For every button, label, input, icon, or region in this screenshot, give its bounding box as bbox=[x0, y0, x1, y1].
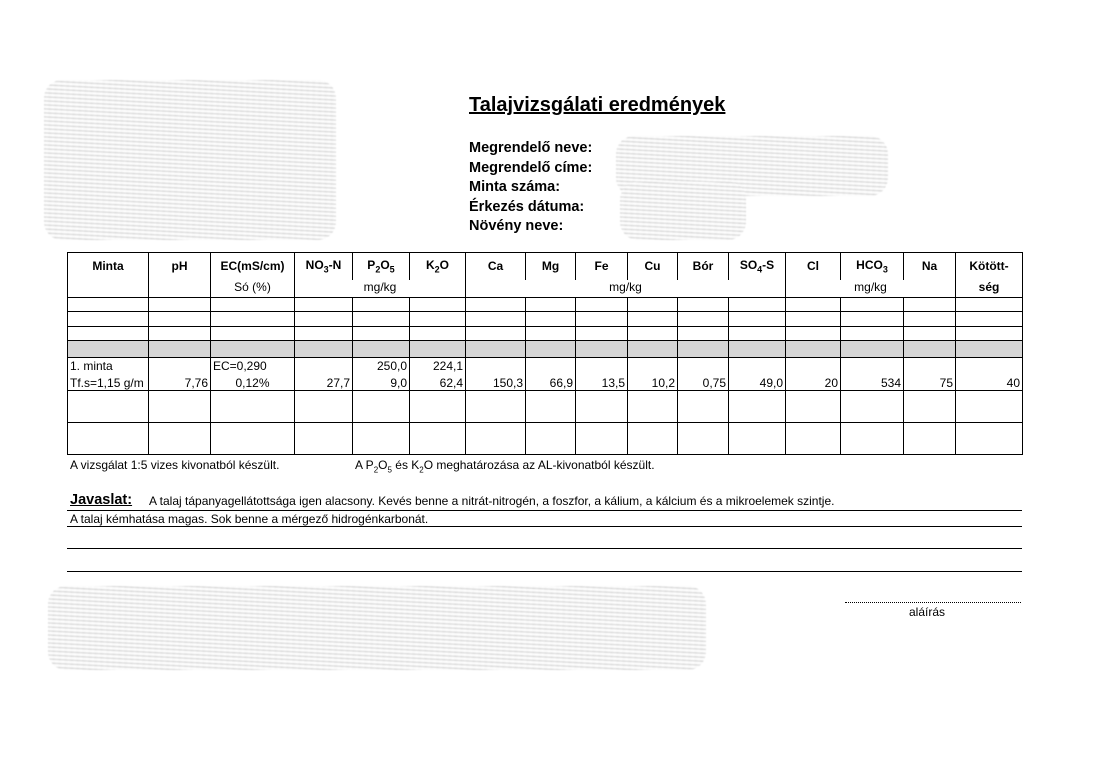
cell-minta: Tf.s=1,15 g/m bbox=[68, 373, 149, 390]
client-address-label: Megrendelő címe: bbox=[469, 159, 593, 176]
redacted-sample-details bbox=[620, 182, 746, 240]
col-p2o5: $P_2O_5$ bbox=[353, 253, 410, 280]
javaslat-label: Javaslat: bbox=[70, 492, 133, 508]
so-pct-unit: Só (%) bbox=[211, 280, 295, 297]
col-ec: EC(mS/cm) bbox=[211, 253, 295, 280]
empty-row bbox=[68, 390, 1023, 422]
empty-row bbox=[68, 312, 1023, 327]
cell-ca: 150,3 bbox=[466, 373, 526, 390]
col-so4s: $SO_4-S$ bbox=[729, 253, 786, 280]
col-kototseg-cont: ség bbox=[956, 280, 1023, 297]
blank-line bbox=[67, 534, 1022, 549]
unit-mgkg-2: mg/kg bbox=[466, 280, 786, 297]
page-title: Talajvizsgálati eredmények bbox=[469, 94, 726, 116]
header-row bbox=[68, 253, 1023, 280]
signature-line bbox=[845, 602, 1021, 603]
cell-minta: 1. minta bbox=[68, 357, 149, 373]
empty-row bbox=[68, 326, 1023, 341]
unit-row bbox=[68, 280, 1023, 297]
col-mg: Mg bbox=[526, 253, 576, 280]
results-table bbox=[67, 252, 1023, 455]
col-na: Na bbox=[904, 253, 956, 280]
cell-hco3: 534 bbox=[841, 373, 904, 390]
al-extract-note: A $P_2O_5$ és $K_2O$ meghatározása az AL-kivonatból készült. bbox=[355, 458, 655, 475]
javaslat-line-1: A talaj tápanyagellátottsága igen alacsony. Kevés benne a nitrát-nitrogén, a foszfor, a kálium, a kálcium és a mikroelemek szintje. bbox=[67, 494, 1022, 511]
empty-row bbox=[68, 422, 1023, 454]
col-kototseg: Kötött- bbox=[956, 253, 1023, 280]
client-name-label: Megrendelő neve: bbox=[469, 140, 593, 156]
arrival-date-label: Érkezés dátuma: bbox=[469, 198, 585, 215]
javaslat-line-2: A talaj kémhatása magas. Sok benne a mérgező hidrogénkarbonát. bbox=[67, 512, 1022, 527]
cell-p2o5: 250,0 bbox=[353, 357, 410, 373]
cell-so: 0,12% bbox=[211, 373, 295, 390]
col-bor: Bór bbox=[678, 253, 729, 280]
cell-mg: 66,9 bbox=[526, 373, 576, 390]
cell-no3n: 27,7 bbox=[295, 373, 353, 390]
col-ca: Ca bbox=[466, 253, 526, 280]
unit-mgkg-1: mg/kg bbox=[295, 280, 466, 297]
cell-k2o: 62,4 bbox=[410, 373, 466, 390]
cell-na: 75 bbox=[904, 373, 956, 390]
sample-number-label: Minta száma: bbox=[469, 179, 561, 195]
sample-row-2 bbox=[68, 373, 1023, 390]
redacted-lab-footer bbox=[48, 586, 706, 670]
signature-label: aláírás bbox=[909, 605, 946, 619]
col-cu: Cu bbox=[628, 253, 678, 280]
cell-ec: EC=0,290 bbox=[211, 357, 295, 373]
empty-row bbox=[68, 297, 1023, 312]
col-no3n: $NO_3-N$ bbox=[295, 253, 353, 280]
cell-k2o: 224,1 bbox=[410, 357, 466, 373]
cell-cl: 20 bbox=[786, 373, 841, 390]
redacted-lab-header bbox=[44, 80, 336, 240]
blank-line bbox=[67, 557, 1022, 572]
col-ph: pH bbox=[149, 253, 211, 280]
grey-separator-row bbox=[68, 341, 1023, 358]
unit-mgkg-3: mg/kg bbox=[786, 280, 956, 297]
cell-fe: 13,5 bbox=[576, 373, 628, 390]
cell-ph: 7,76 bbox=[149, 373, 211, 390]
cell-cu: 10,2 bbox=[628, 373, 678, 390]
extract-note: A vizsgálat 1:5 vizes kivonatból készült. bbox=[70, 458, 280, 472]
col-k2o: $K_2O$ bbox=[410, 253, 466, 280]
cell-p2o5: 9,0 bbox=[353, 373, 410, 390]
order-details bbox=[469, 139, 592, 237]
col-minta: Minta bbox=[68, 253, 149, 280]
cell-kototseg: 40 bbox=[956, 373, 1023, 390]
plant-name-label: Növény neve: bbox=[469, 218, 564, 234]
cell-so4s: 49,0 bbox=[729, 373, 786, 390]
sample-row-1 bbox=[68, 357, 1023, 373]
col-fe: Fe bbox=[576, 253, 628, 280]
col-hco3: $HCO_3$ bbox=[841, 253, 904, 280]
col-cl: Cl bbox=[786, 253, 841, 280]
cell-bor: 0,75 bbox=[678, 373, 729, 390]
